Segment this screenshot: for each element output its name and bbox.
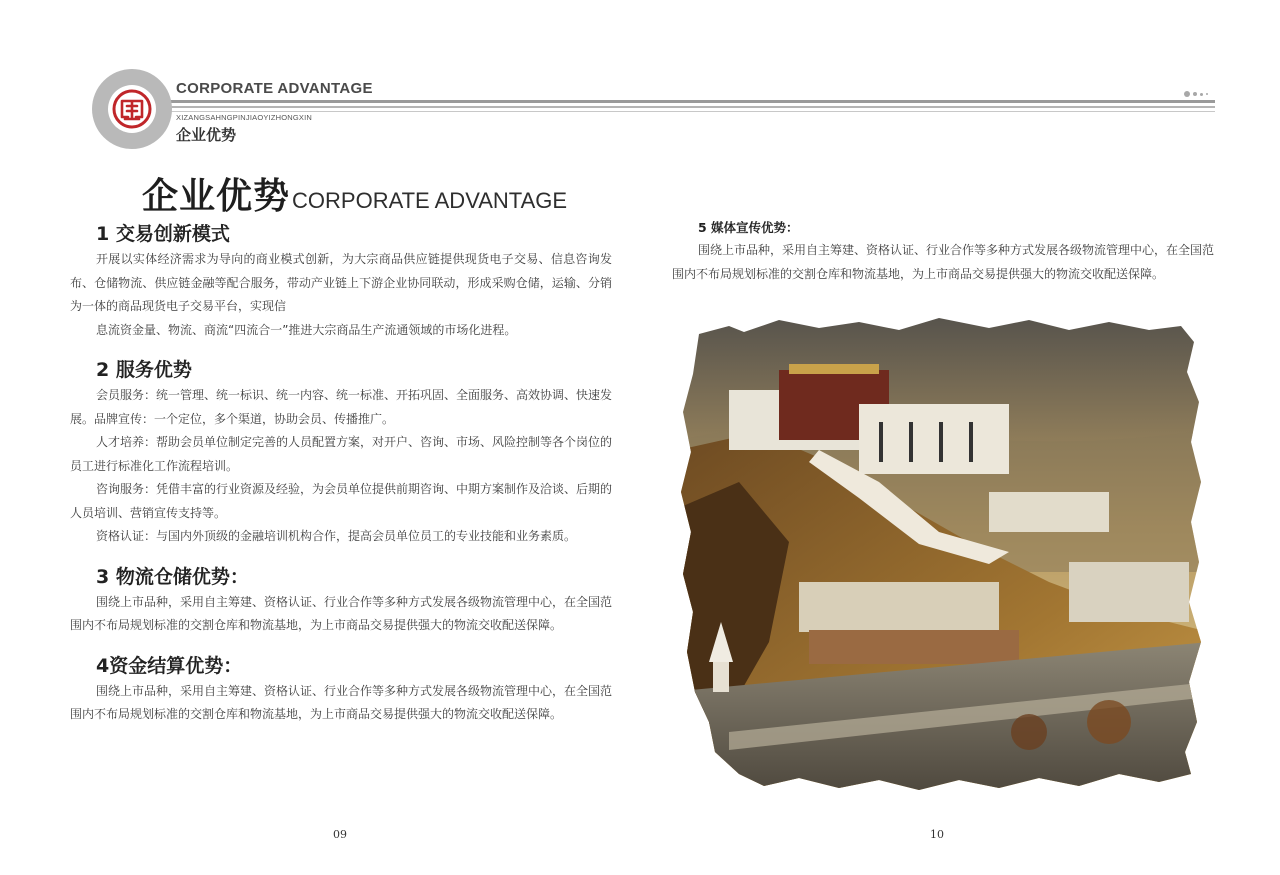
brand-title-cn: 企业优势 (176, 126, 237, 144)
section-heading: 5 媒体宣传优势： (698, 220, 799, 235)
paragraph: 开展以实体经济需求为导向的商业模式创新，为大宗商品供应链提供现货电子交易、信息咨询发布、仓储物流、供应链金融等配合服务，带动产业链上下游企业协同联动，形成采购仓储，运输、分销为一体的商品现货电子交易平台，实现信 (70, 252, 612, 313)
section-heading: 4资金结算优势： (96, 654, 243, 677)
section-settlement-advantage (70, 652, 612, 727)
section-heading: 3 物流仓储优势： (96, 565, 249, 588)
page-number-left: 09 (333, 828, 347, 841)
page-title-cn: 企业优势 (142, 176, 291, 217)
page-title (142, 168, 567, 219)
seal-logo-icon (112, 89, 152, 129)
paragraph: 围绕上市品种，采用自主筹建、资格认证、行业合作等多种方式发展各级物流管理中心，在全国范围内不布局规划标准的交割仓库和物流基地，为上市商品交易提供强大的物流交收配送保障。 (70, 594, 613, 632)
potala-palace-photo (669, 312, 1209, 798)
section-trade-innovation (70, 220, 612, 342)
paragraph: 咨询服务：凭借丰富的行业资源及经验，为会员单位提供前期咨询、中期方案制作及洽谈、后期的人员培训、营销宣传支持等。 (70, 482, 613, 520)
right-column (672, 217, 1214, 286)
paragraph: 资格认证：与国内外顶级的金融培训机构合作，提高会员单位员工的专业技能和业务素质。 (96, 529, 577, 543)
paragraph: 会员服务：统一管理、统一标识、统一内容、统一标准、开拓巩固、全面服务、高效协调、快速发展。品牌宣传：一个定位，多个渠道，协助会员、传播推广。 (70, 388, 613, 426)
section-service-advantage (70, 356, 612, 549)
paragraph: 息流资金量、物流、商流“四流合一”推进大宗商品生产流通领域的市场化进程。 (96, 322, 517, 337)
paragraph: 人才培养：帮助会员单位制定完善的人员配置方案，对开户、咨询、市场、风险控制等各个岗位的员工进行标准化工作流程培训。 (70, 435, 613, 473)
section-heading: 2 服务优势 (96, 359, 192, 381)
left-column (70, 220, 612, 727)
decorative-dots-icon (1184, 91, 1208, 97)
section-heading: 1 交易创新模式 (96, 223, 230, 245)
logo-badge (92, 69, 172, 149)
paragraph: 围绕上市品种，采用自主筹建、资格认证、行业合作等多种方式发展各级物流管理中心，在全国范围内不布局规划标准的交割仓库和物流基地，为上市商品交易提供强大的物流交收配送保障。 (672, 243, 1215, 281)
page-number-right: 10 (930, 828, 944, 841)
section-logistics-advantage (70, 563, 612, 638)
page-title-en: CORPORATE ADVANTAGE (292, 188, 568, 213)
paragraph: 围绕上市品种，采用自主筹建、资格认证、行业合作等多种方式发展各级物流管理中心，在全国范围内不布局规划标准的交割仓库和物流基地，为上市商品交易提供强大的物流交收配送保障。 (70, 683, 613, 721)
brand-pinyin: XIZANGSAHNGPINJIAOYIZHONGXIN (176, 113, 313, 122)
brand-title-en: CORPORATE ADVANTAGE (176, 80, 373, 97)
header-rule (95, 100, 1215, 114)
